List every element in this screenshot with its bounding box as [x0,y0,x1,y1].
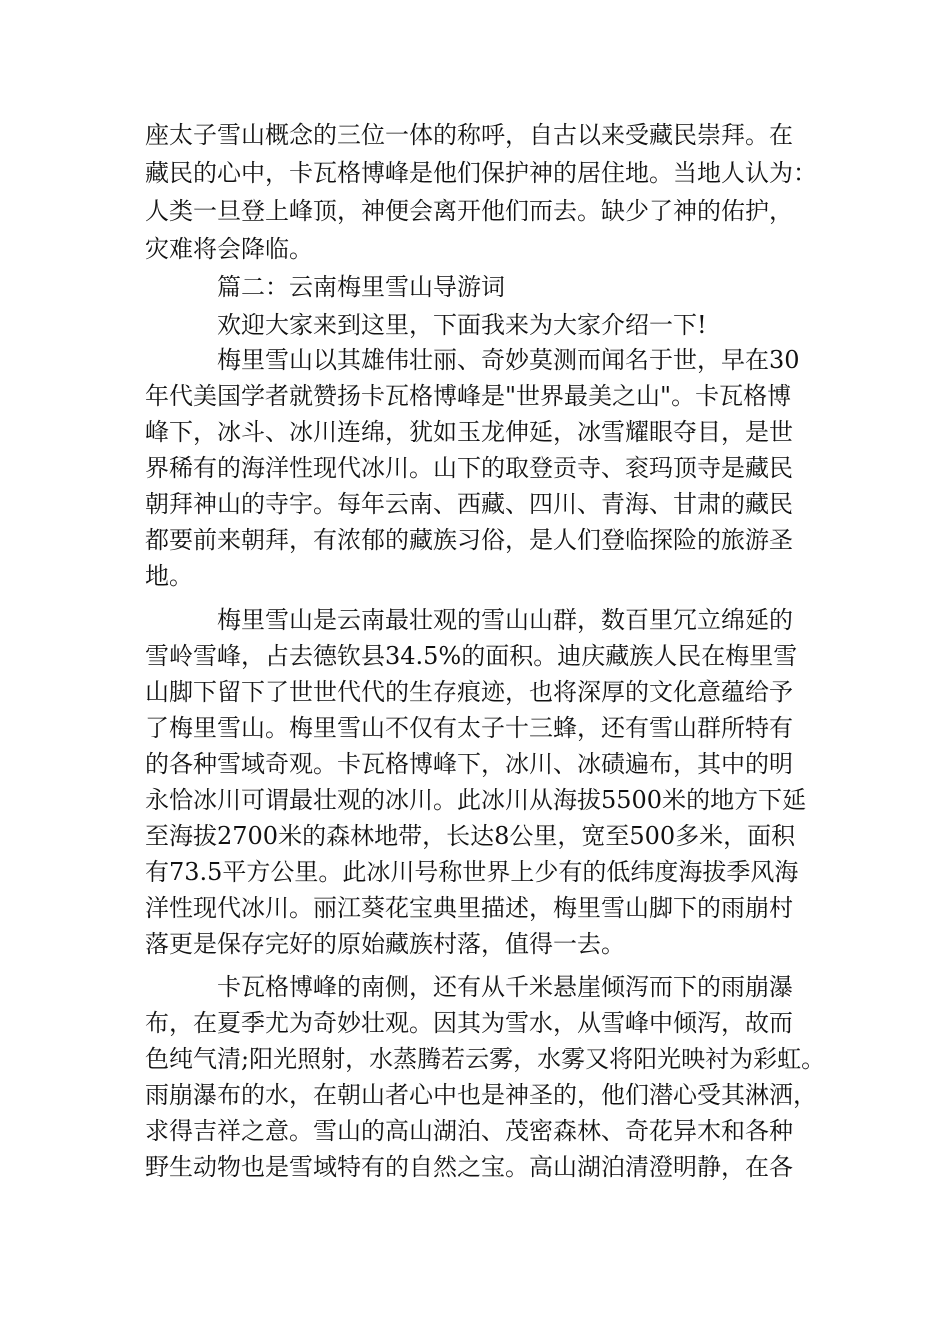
text-line: 欢迎大家来到这里，下面我来为大家介绍一下! [217,311,707,339]
text-line: 界稀有的海洋性现代冰川。山下的取登贡寺、衮玛顶寺是藏民 [145,454,793,482]
text-line: 地。 [145,562,193,590]
text-line: 有73.5平方公里。此冰川号称世界上少有的低纬度海拔季风海 [145,858,799,886]
text-line: 雪岭雪峰，占去德钦县34.5%的面积。迪庆藏族人民在梅里雪 [145,642,798,670]
text-line: 永恰冰川可谓最壮观的冰川。此冰川从海拔5500米的地方下延 [145,786,807,814]
text-line: 朝拜神山的寺宇。每年云南、西藏、四川、青海、甘肃的藏民 [145,490,793,518]
section-heading: 篇二：云南梅里雪山导游词 [217,273,505,301]
text-line: 座太子雪山概念的三位一体的称呼，自古以来受藏民崇拜。在 [145,121,793,149]
text-line: 峰下，冰斗、冰川连绵，犹如玉龙伸延，冰雪耀眼夺目，是世 [145,418,793,446]
text-line: 色纯气清;阳光照射，水蒸腾若云雾，水雾又将阳光映衬为彩虹。 [145,1045,826,1073]
text-line: 年代美国学者就赞扬卡瓦格博峰是"世界最美之山"。卡瓦格博 [145,382,792,410]
text-line: 梅里雪山以其雄伟壮丽、奇妙莫测而闻名于世，早在30 [217,346,800,374]
text-line: 人类一旦登上峰顶，神便会离开他们而去。缺少了神的佑护， [145,197,793,225]
text-line: 的各种雪域奇观。卡瓦格博峰下，冰川、冰碛遍布，其中的明 [145,750,793,778]
text-line: 求得吉祥之意。雪山的高山湖泊、茂密森林、奇花异木和各种 [145,1117,793,1145]
text-line: 卡瓦格博峰的南侧，还有从千米悬崖倾泻而下的雨崩瀑 [217,973,793,1001]
text-line: 都要前来朝拜，有浓郁的藏族习俗，是人们登临探险的旅游圣 [145,526,793,554]
text-line: 雨崩瀑布的水，在朝山者心中也是神圣的，他们潜心受其淋洒， [145,1081,817,1109]
text-line: 洋性现代冰川。丽江葵花宝典里描述，梅里雪山脚下的雨崩村 [145,894,793,922]
text-line: 梅里雪山是云南最壮观的雪山山群，数百里冗立绵延的 [217,606,793,634]
text-line: 藏民的心中，卡瓦格博峰是他们保护神的居住地。当地人认为： [145,159,817,187]
text-line: 落更是保存完好的原始藏族村落，值得一去。 [145,930,625,958]
text-line: 了梅里雪山。梅里雪山不仅有太子十三蜂，还有雪山群所特有 [145,714,793,742]
text-line: 至海拔2700米的森林地带，长达8公里，宽至500多米，面积 [145,822,796,850]
text-line: 灾难将会降临。 [145,235,313,263]
text-line: 野生动物也是雪域特有的自然之宝。高山湖泊清澄明静，在各 [145,1153,793,1181]
text-line: 山脚下留下了世世代代的生存痕迹，也将深厚的文化意蕴给予 [145,678,793,706]
text-line: 布，在夏季尤为奇妙壮观。因其为雪水，从雪峰中倾泻，故而 [145,1009,793,1037]
